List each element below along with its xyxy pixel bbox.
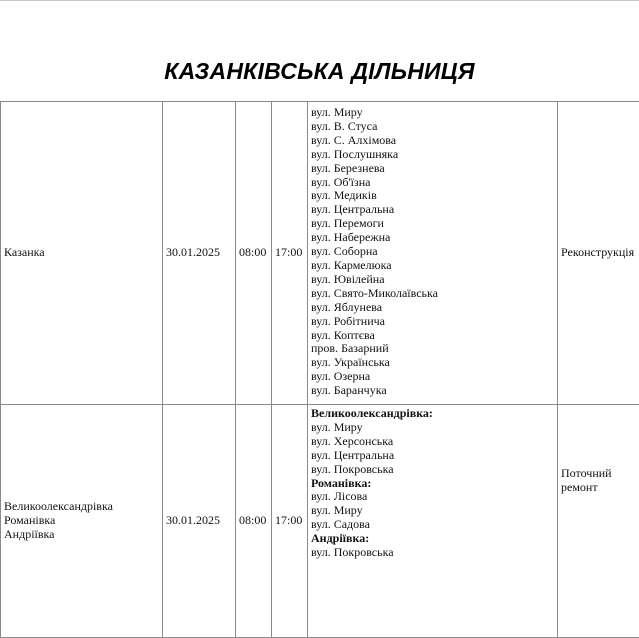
street-item: вул. Робітнича <box>311 315 554 329</box>
street-item: вул. Коптєва <box>311 329 554 343</box>
street-item: вул. Українська <box>311 356 554 370</box>
street-item: вул. Покровська <box>311 463 554 477</box>
street-item: вул. Миру <box>311 504 554 518</box>
settlement-subheading: Великоолександрівка: <box>311 407 554 421</box>
streets-cell <box>308 102 558 405</box>
time-from-cell: 08:00 <box>236 405 272 638</box>
outage-schedule-table <box>0 101 639 638</box>
street-item: вул. Садова <box>311 518 554 532</box>
street-item: вул. Свято-Миколаївська <box>311 287 554 301</box>
settlement-name: Андріївка <box>4 528 159 542</box>
time-to-cell: 17:00 <box>272 405 308 638</box>
street-item: вул. Соборна <box>311 245 554 259</box>
street-item: вул. Послушняка <box>311 148 554 162</box>
street-item: вул. Ювілейна <box>311 273 554 287</box>
street-item: вул. Херсонська <box>311 435 554 449</box>
street-item: вул. Об'їзна <box>311 176 554 190</box>
settlement-name: Казанка <box>4 246 159 260</box>
street-item: вул. Кармелюка <box>311 259 554 273</box>
street-item: вул. Центральна <box>311 449 554 463</box>
table-row <box>1 405 639 638</box>
table-row <box>1 102 639 405</box>
street-item: вул. Набережна <box>311 231 554 245</box>
settlement-name: Романівка <box>4 514 159 528</box>
table-body <box>1 102 639 638</box>
date-cell: 30.01.2025 <box>163 405 236 638</box>
street-item: вул. Баранчука <box>311 384 554 398</box>
street-item: вул. Миру <box>311 106 554 120</box>
street-item: вул. Медиків <box>311 189 554 203</box>
work-type-text: Поточний <box>561 467 637 481</box>
work-type-cell <box>558 102 639 405</box>
work-type-text: Реконструкція <box>561 246 637 260</box>
settlement-name: Великоолександрівка <box>4 500 159 514</box>
street-item: вул. Миру <box>311 421 554 435</box>
street-item: вул. Центральна <box>311 203 554 217</box>
time-to-cell: 17:00 <box>272 102 308 405</box>
settlement-cell <box>1 102 163 405</box>
street-item: пров. Базарний <box>311 342 554 356</box>
date-cell: 30.01.2025 <box>163 102 236 405</box>
work-type-cell <box>558 405 639 638</box>
street-item: вул. Яблунева <box>311 301 554 315</box>
streets-cell <box>308 405 558 638</box>
street-item: вул. В. Стуса <box>311 120 554 134</box>
work-type-text: ремонт <box>561 481 637 495</box>
top-divider <box>0 0 639 1</box>
page-title: КАЗАНКІВСЬКА ДІЛЬНИЦЯ <box>0 58 639 85</box>
street-item: вул. Березнева <box>311 162 554 176</box>
street-item: вул. Покровська <box>311 546 554 560</box>
street-item: вул. Перемоги <box>311 217 554 231</box>
settlement-subheading: Андріївка: <box>311 532 554 546</box>
street-item: вул. С. Алхімова <box>311 134 554 148</box>
street-item: вул. Озерна <box>311 370 554 384</box>
street-item: вул. Лісова <box>311 490 554 504</box>
time-from-cell: 08:00 <box>236 102 272 405</box>
settlement-subheading: Романівка: <box>311 477 554 491</box>
settlement-cell <box>1 405 163 638</box>
